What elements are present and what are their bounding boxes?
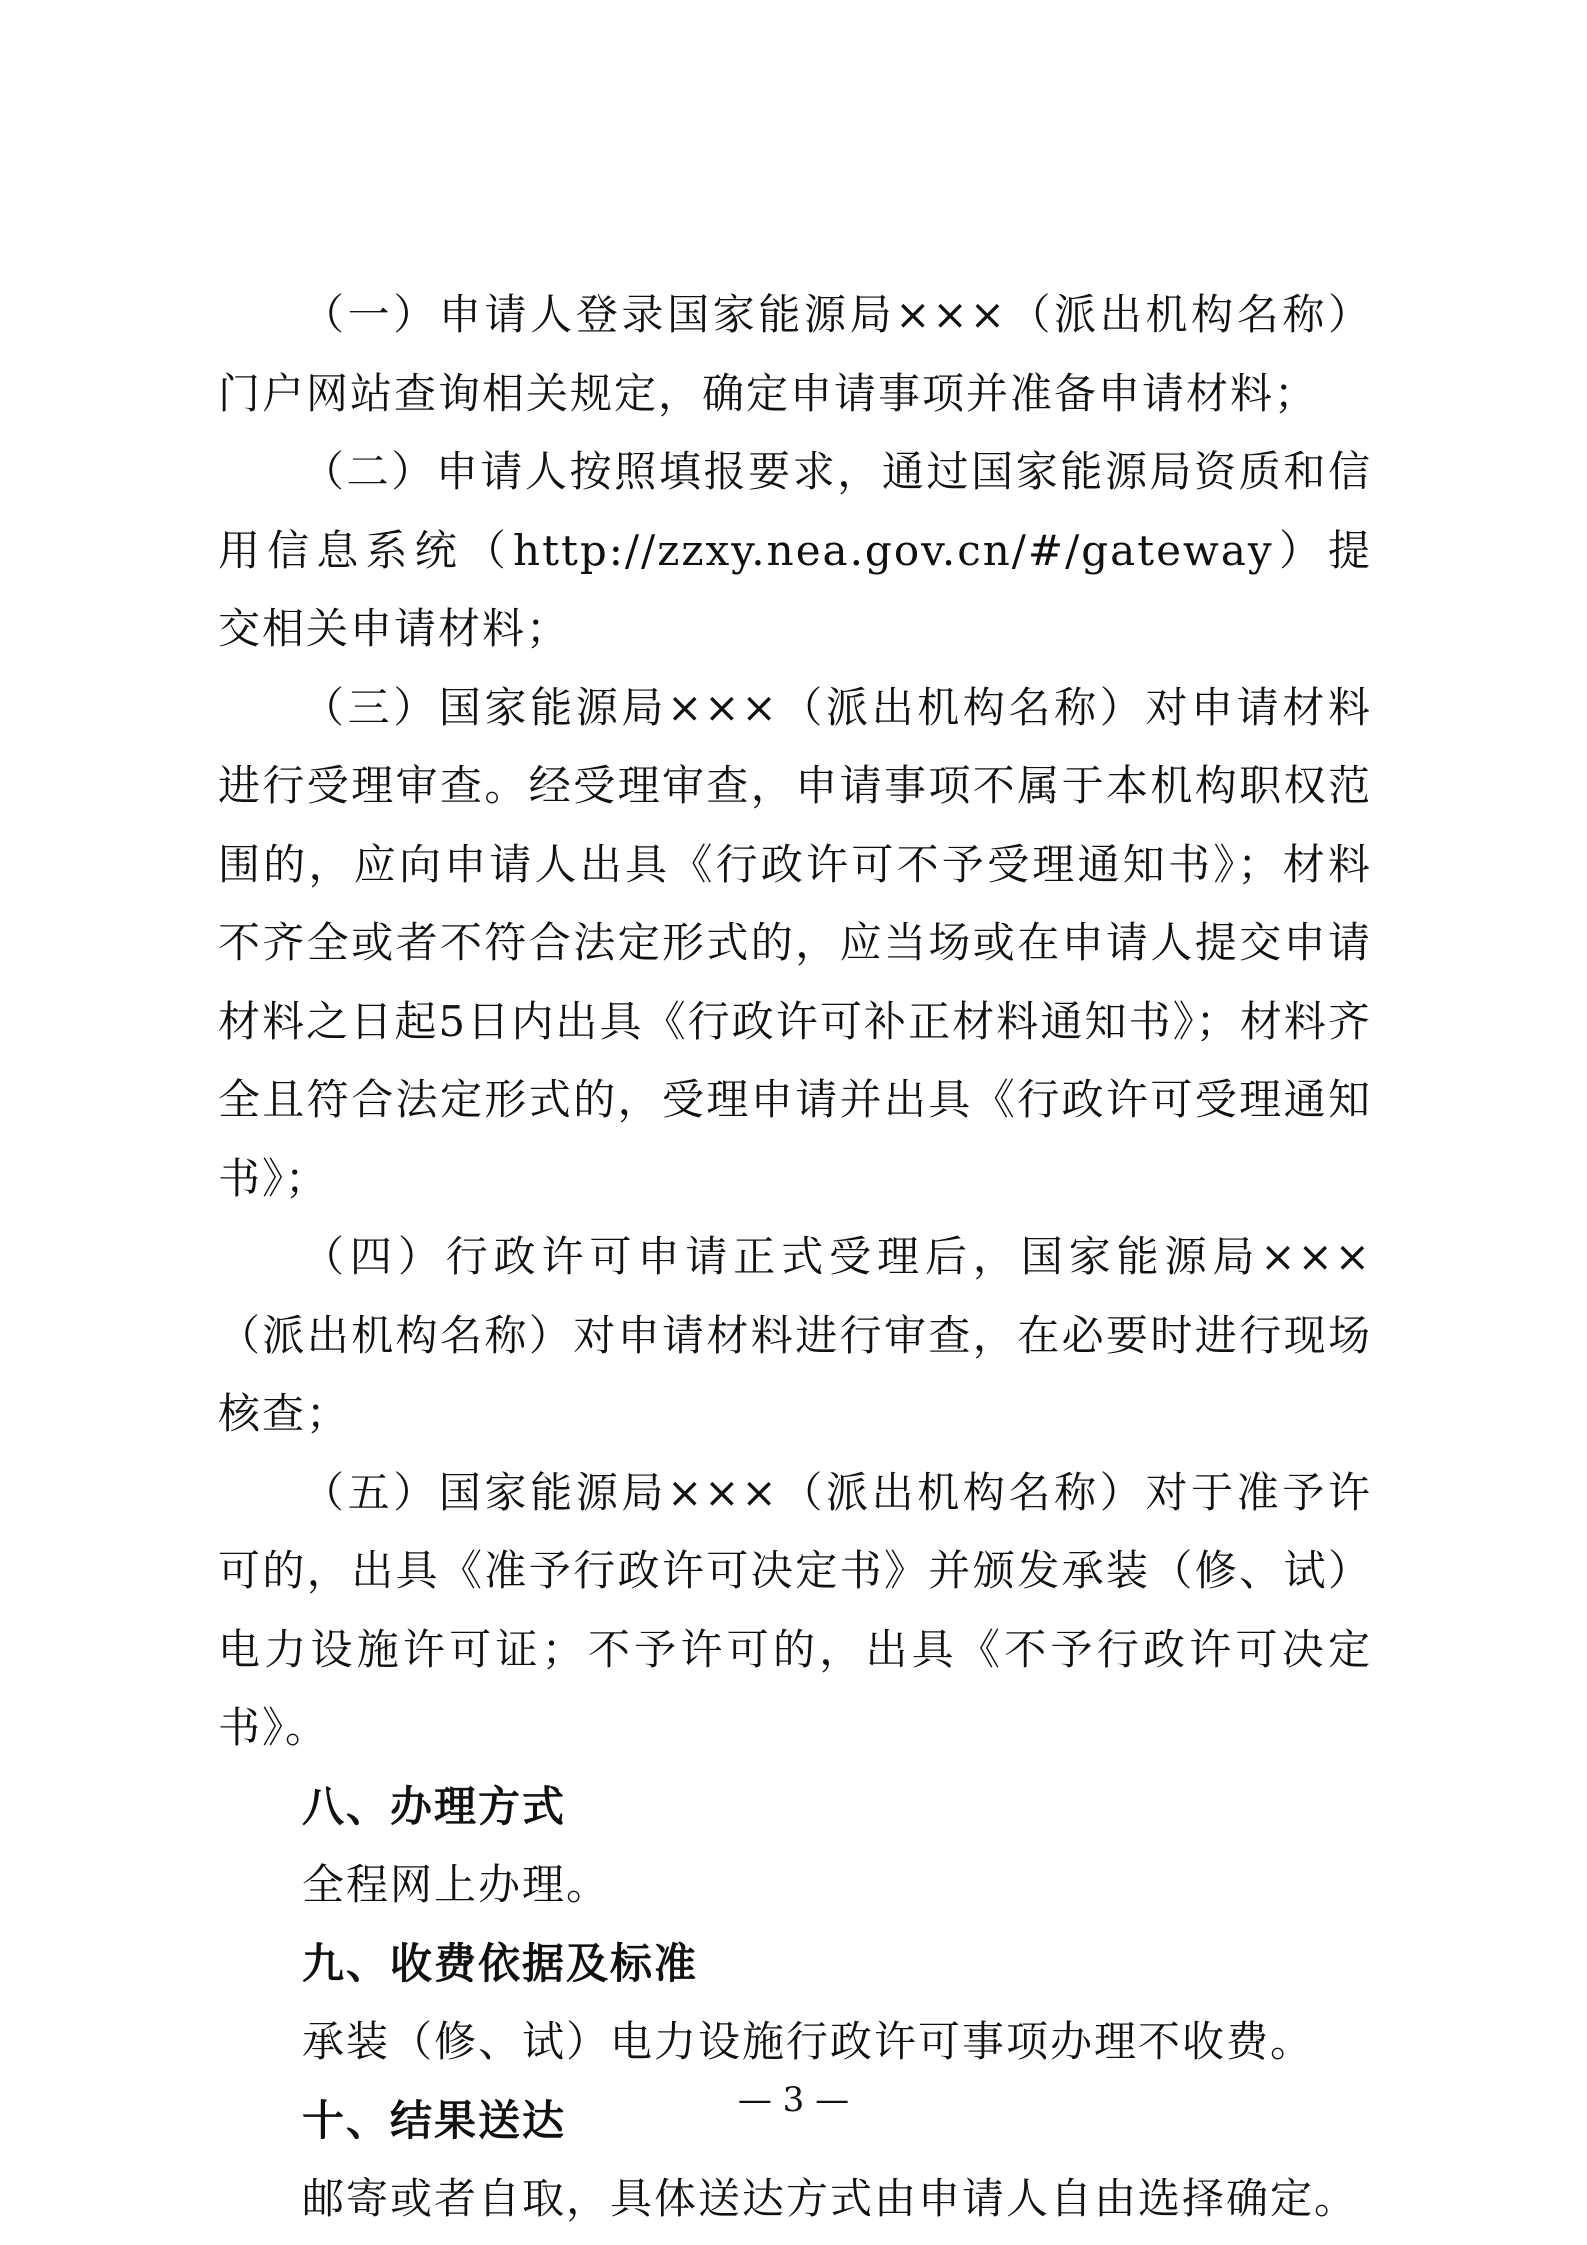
page-number: — 3 — (737, 2080, 850, 2120)
procedure-step-3: （三）国家能源局×××（派出机构名称）对申请材料进行受理审查。经受理审查，申请事项不属于本机构职权范围的，应向申请人出具《行政许可不予受理通知书》；材料不齐全或者不符合法定形式的，应当场或在申请人提交申请材料之日起5日内出具《行政许可补正材料通知书》；材料齐全且符合法定形式的，受理申请并出具《行政许可受理通知书》； (218, 682, 1372, 1203)
section-body-fees: 承装（修、试）电力设施行政许可事项办理不收费。 (302, 2017, 1315, 2066)
section-body-result-delivery: 邮寄或者自取，具体送达方式由申请人自由选择确定。 (302, 2174, 1359, 2223)
section-heading-handling-method: 八、办理方式 (302, 1781, 567, 1831)
section-body-handling-method: 全程网上办理。 (302, 1860, 611, 1909)
procedure-step-1: （一）申请人登录国家能源局×××（派出机构名称）门户网站查询相关规定，确定申请事项并准备申请材料； (218, 290, 1372, 418)
procedure-step-5: （五）国家能源局×××（派出机构名称）对于准予许可的，出具《准予行政许可决定书》并颁发承装（修、试）电力设施许可证；不予许可的，出具《不予行政许可决定书》。 (218, 1467, 1372, 1752)
section-heading-fees: 九、收费依据及标准 (302, 1938, 699, 1988)
document-body (218, 276, 1372, 2239)
section-heading-result-delivery: 十、结果送达 (302, 2095, 567, 2145)
procedure-step-4: （四）行政许可申请正式受理后，国家能源局×××（派出机构名称）对申请材料进行审查，在必要时进行现场核查； (218, 1232, 1372, 1438)
procedure-step-2: （二）申请人按照填报要求，通过国家能源局资质和信用信息系统（http://zzxy.nea.gov.cn/#/gateway）提交相关申请材料； (218, 447, 1372, 653)
